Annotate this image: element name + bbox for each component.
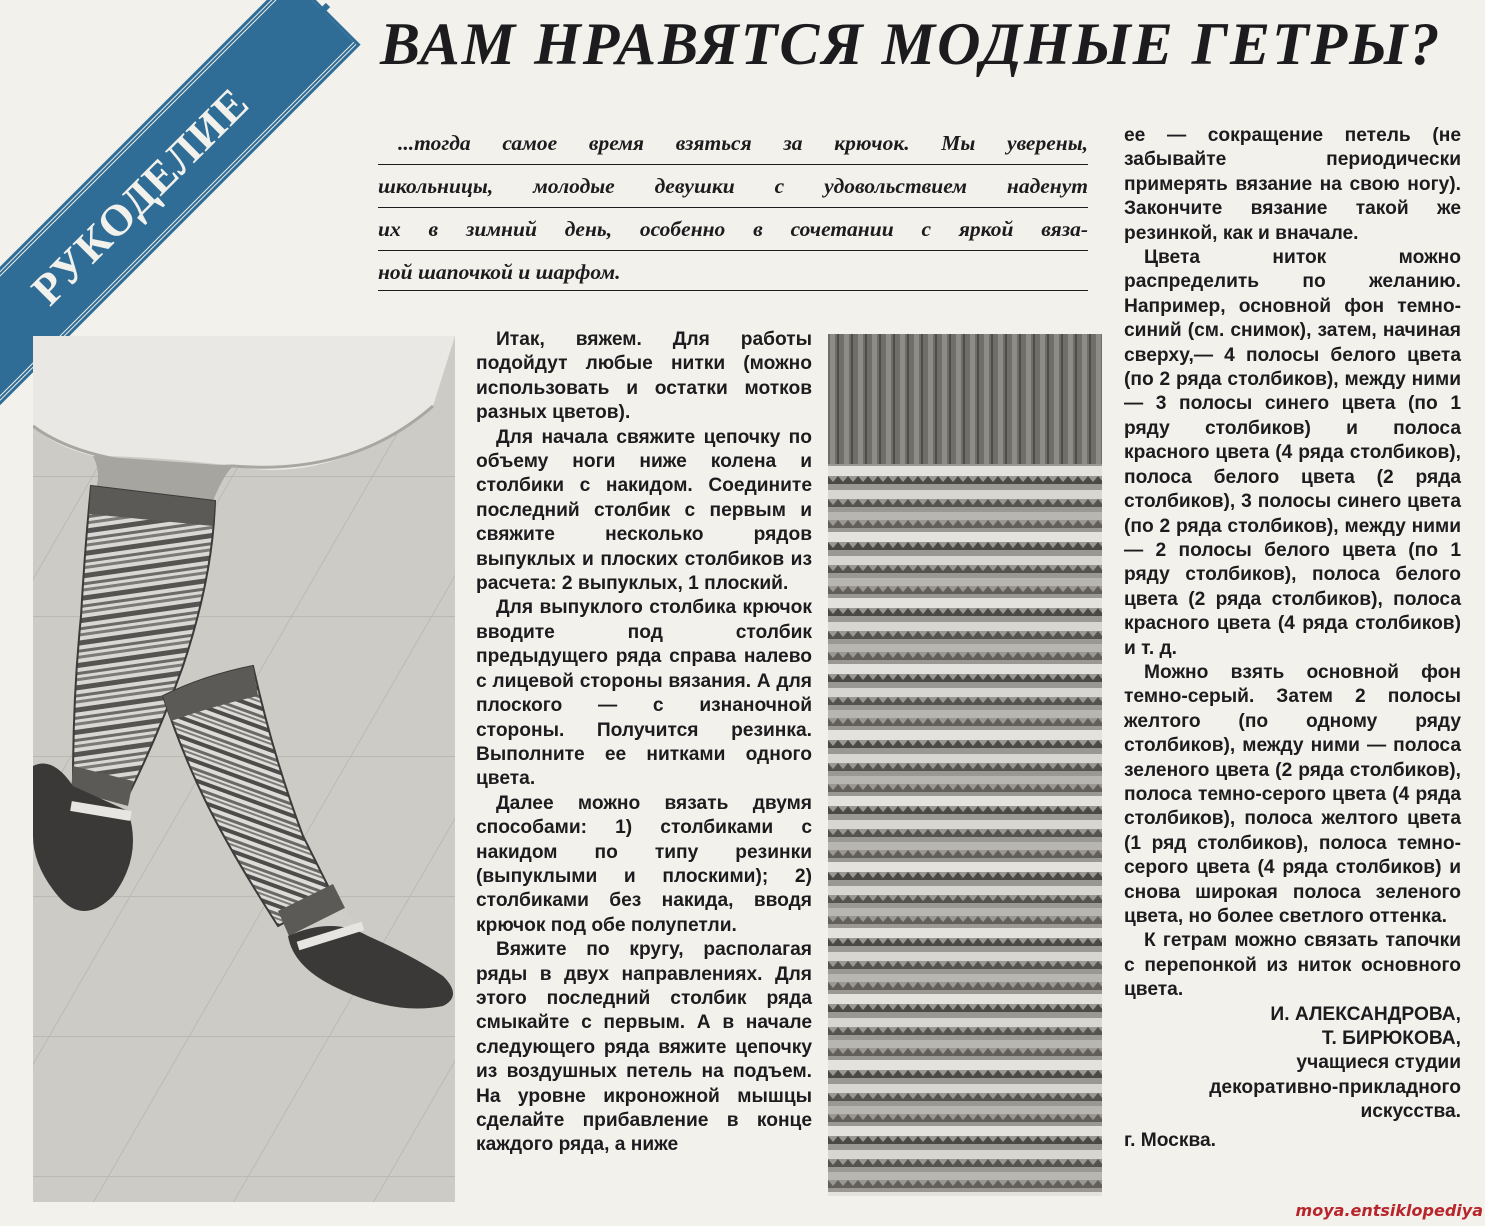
- author-affiliation: [1124, 1051, 1461, 1124]
- rubric-label: РУКОДЕЛИЕ: [21, 77, 259, 315]
- author-signature: [1124, 1003, 1461, 1052]
- article-title: ВАМ НРАВЯТСЯ МОДНЫЕ ГЕТРЫ?: [380, 11, 1442, 77]
- text-column-right: [1124, 124, 1461, 1153]
- lead-bottom-rule: [378, 290, 1088, 291]
- lead-paragraph: [378, 122, 1088, 293]
- paragraph: Для начала свяжите цепочку по объему ноги ниже колена и столбики с накидом. Соедините последний столбик с первым и свяжите несколько рядов выпуклых и плоских столбиков из расчета: 2 выпуклых, 1 плоский.: [476, 426, 812, 595]
- paragraph: Для выпуклого столбика крючок вводите под столбик предыдущего ряда справа налево с лицевой стороны вязания. А для плоского — с изнаночной стороны. Получится резинка. Выполните ее нитками одного цвета.: [476, 597, 812, 790]
- paragraph: К гетрам можно связать тапочки с перепонкой из ниток основного цвета.: [1124, 930, 1461, 1001]
- lead-line: ной шапочкой и шарфом.: [378, 260, 621, 284]
- paragraph: Вяжите по кругу, располагая ряды в двух направлениях. Для этого последний столбик ряда смыкайте с первым. А в начале следующего ряда вяжите цепочку из воздушных петель на подъем. На уровне икроножной мышцы сделайте прибавление в конце каждого ряда, а ниже: [476, 939, 812, 1156]
- paragraph: Итак, вяжем. Для работы подойдут любые нитки (можно использовать и остатки мотков разных цветов).: [476, 329, 812, 424]
- affiliation-line: учащиеся студии: [1296, 1052, 1461, 1074]
- paragraph: ее — сокращение петель (не забывайте периодически примерять вязание на свою ногу). Закончите вязание такой же резинкой, как и вначале.: [1124, 125, 1461, 244]
- author-name: И. АЛЕКСАНДРОВА,: [1270, 1003, 1461, 1025]
- city-line: г. Москва.: [1124, 1129, 1217, 1151]
- lead-line: ...тогда самое время взяться за крючок. Мы уверены,: [378, 122, 1088, 165]
- author-name: Т. БИРЮКОВА,: [1321, 1028, 1461, 1050]
- text-column-left: [476, 328, 812, 1158]
- knitting-closeup-photo: [828, 334, 1102, 1196]
- leg-warmers-photo: [33, 336, 455, 1202]
- affiliation-line: декоративно-прикладного: [1209, 1076, 1461, 1098]
- paragraph: Далее можно вязать двумя способами: 1) столбиками с накидом по типу резинки (выпуклыми и плоскими); 2) столбиками без накида, вводя крючок под обе полупетли.: [476, 792, 812, 936]
- paragraph: Цвета ниток можно распределить по желанию. Например, основной фон темно-синий (см. снимок), затем, начиная сверху,— 4 полосы белого цвета (по 2 ряда столбиков), между ними — 3 полосы синего цвета (по 1 ряду столбиков) и полоса красного цвета (4 ряда столбиков), полоса белого цвета (2 ряда столбиков), 3 полосы синего цвета (по 2 ряда столбиков), между ними — 2 полосы белого цвета (по 1 ряду столбиков), полоса белого цвета (2 ряда столбиков), полоса красного цвета (4 ряда столбиков) и т. д.: [1124, 247, 1461, 659]
- affiliation-line: искусства.: [1360, 1101, 1461, 1123]
- lead-line: их в зимний день, особенно в сочетании с яркой вяза-: [378, 208, 1088, 251]
- paragraph: Можно взять основной фон темно-серый. Затем 2 полосы желтого (по одному ряду столбиков), между ними — полоса зеленого цвета (2 ряда столбиков), полоса темно-серого цвета (4 ряда столбиков), полоса желтого цвета (1 ряд столбиков), полоса темно-серого цвета (4 ряда столбиков) и снова широкая полоса зеленого цвета, но более светлого оттенка.: [1124, 661, 1461, 927]
- lead-line: школьницы, молодые девушки с удовольствием наденут: [378, 165, 1088, 208]
- watermark: moya.entsiklopediya: [1295, 1201, 1483, 1220]
